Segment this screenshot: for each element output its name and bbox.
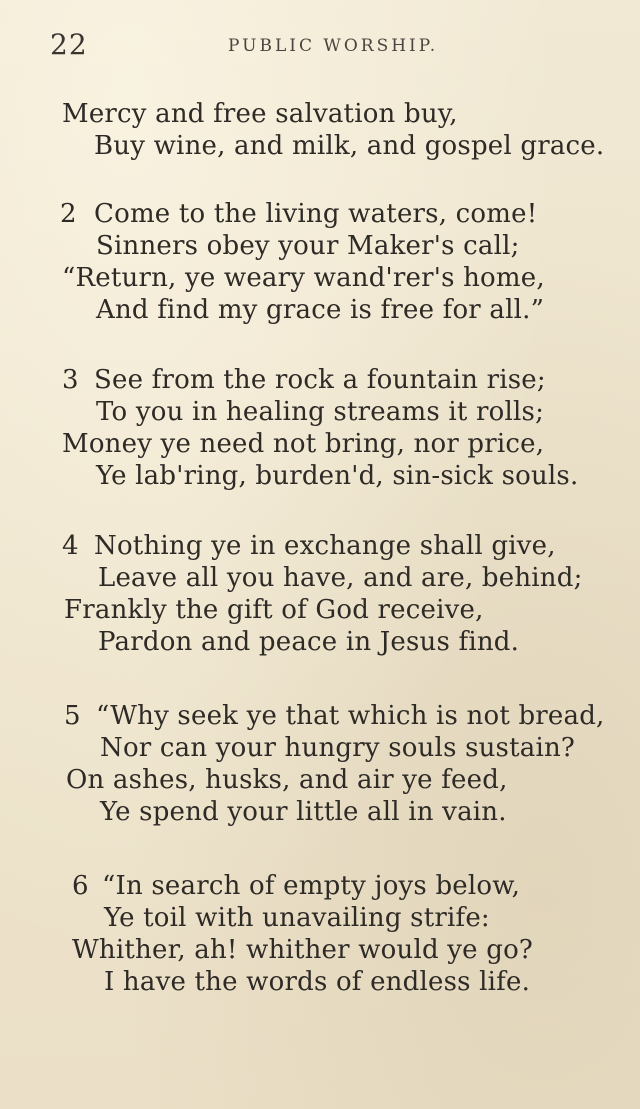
- stanza-number: 2: [60, 199, 77, 229]
- stanza-line: Pardon and peace in Jesus find.: [98, 627, 520, 657]
- stanza-line: Sinners obey your Maker's call;: [96, 231, 520, 261]
- stanza-line: “Return, ye weary wand'rer's home,: [62, 263, 545, 293]
- page-header: [0, 28, 640, 64]
- stanza-line: Buy wine, and milk, and gospel grace.: [94, 131, 605, 161]
- stanza-line: I have the words of endless life.: [104, 967, 531, 997]
- running-head: PUBLIC WORSHIP.: [228, 36, 439, 56]
- stanza-number: 5: [64, 701, 81, 731]
- stanza-line: Ye lab'ring, burden'd, sin-sick souls.: [96, 461, 579, 491]
- stanza-line: See from the rock a fountain rise;: [94, 365, 546, 395]
- stanza-line: Nor can your hungry souls sustain?: [100, 733, 576, 763]
- stanza-line: Come to the living waters, come!: [94, 199, 538, 229]
- stanza-line: Ye spend your little all in vain.: [100, 797, 507, 827]
- stanza-number: 4: [62, 531, 79, 561]
- stanza-line: “In search of empty joys below,: [102, 871, 521, 901]
- stanza-line: Money ye need not bring, nor price,: [62, 429, 545, 459]
- stanza-line: And find my grace is free for all.”: [96, 295, 545, 325]
- stanza-line: Whither, ah! whither would ye go?: [72, 935, 534, 965]
- stanza-line: Nothing ye in exchange shall give,: [94, 531, 556, 561]
- stanza-line: Leave all you have, and are, behind;: [98, 563, 583, 593]
- page-number: 22: [50, 28, 88, 61]
- stanza-line: Ye toil with unavailing strife:: [104, 903, 490, 933]
- stanza-number: 3: [62, 365, 79, 395]
- stanza-number: 6: [72, 871, 89, 901]
- stanza-line: “Why seek ye that which is not bread,: [96, 701, 605, 731]
- stanza-line: Frankly the gift of God receive,: [64, 595, 484, 625]
- stanza-line: To you in healing streams it rolls;: [96, 397, 545, 427]
- stanza-line: On ashes, husks, and air ye feed,: [66, 765, 508, 795]
- stanza-line: Mercy and free salvation buy,: [62, 99, 458, 129]
